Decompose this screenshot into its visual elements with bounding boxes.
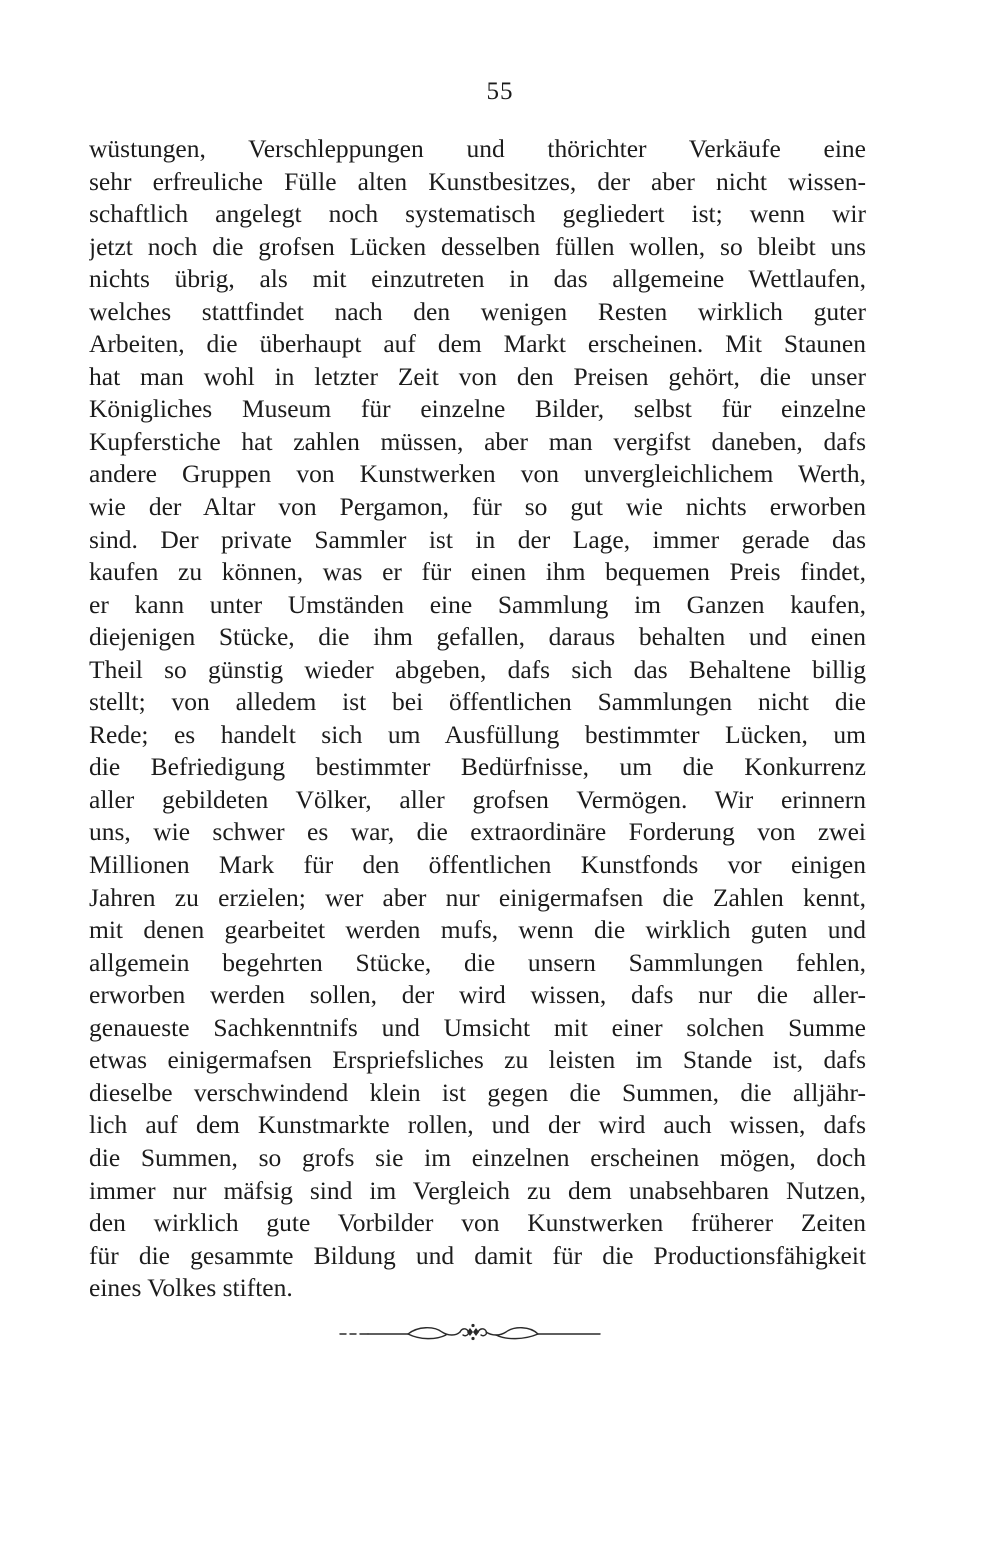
text-line: nichts übrig, als mit einzutreten in das allgemeine Wettlaufen, — [89, 264, 866, 294]
text-line: diejenigen Stücke, die ihm gefallen, daraus behalten und einen — [89, 622, 866, 652]
text-line: kaufen zu können, was er für einen ihm bequemen Preis findet, — [89, 557, 866, 587]
text-line: den wirklich gute Vorbilder von Kunstwerken früherer Zeiten — [89, 1208, 866, 1238]
text-line: sind. Der private Sammler ist in der Lage, immer gerade das — [89, 524, 866, 554]
body-text — [89, 133, 866, 1305]
text-line: die Befriedigung bestimmter Bedürfnisse, um die Konkurrenz — [89, 752, 866, 782]
text-line: uns, wie schwer es war, die extraordinäre Forderung von zwei — [89, 817, 866, 847]
text-line: für die gesammte Bildung und damit für die Productionsfähigkeit — [89, 1240, 866, 1270]
text-line: welches stattfindet nach den wenigen Resten wirklich guter — [89, 296, 866, 326]
text-line: Kupferstiche hat zahlen müssen, aber man vergifst daneben, dafs — [89, 426, 866, 456]
text-line: Jahren zu erzielen; wer aber nur einigermafsen die Zahlen kennt, — [89, 882, 866, 912]
text-line: lich auf dem Kunstmarkte rollen, und der wird auch wissen, dafs — [89, 1110, 866, 1140]
text-line: Millionen Mark für den öffentlichen Kunstfonds vor einigen — [89, 850, 866, 880]
text-line: immer nur mäfsig sind im Vergleich zu dem unabsehbaren Nutzen, — [89, 1175, 866, 1205]
text-line: erworben werden sollen, der wird wissen, dafs nur die aller- — [89, 980, 866, 1010]
text-line: allgemein begehrten Stücke, die unsern Sammlungen fehlen, — [89, 947, 866, 977]
text-line: schaftlich angelegt noch systematisch gegliedert ist; wenn wir — [89, 199, 866, 229]
text-line: eines Volkes stiften. — [89, 1273, 293, 1303]
text-line: jetzt noch die grofsen Lücken desselben füllen wollen, so bleibt uns — [89, 231, 866, 261]
text-line: aller gebildeten Völker, aller grofsen Vermögen. Wir erinnern — [89, 784, 866, 814]
text-line: hat man wohl in letzter Zeit von den Preisen gehört, die unser — [89, 361, 866, 391]
text-line: er kann unter Umständen eine Sammlung im Ganzen kaufen, — [89, 589, 866, 619]
text-line: Theil so günstig wieder abgeben, dafs sich das Behaltene billig — [89, 654, 866, 684]
text-line: wie der Altar von Pergamon, für so gut wie nichts erworben — [89, 492, 866, 522]
text-line: stellt; von alledem ist bei öffentlichen Sammlungen nicht die — [89, 687, 866, 717]
text-line: etwas einigermafsen Erspriefsliches zu leisten im Stande ist, dafs — [89, 1045, 866, 1075]
page-number: 55 — [486, 78, 514, 105]
text-line: die Summen, so grofs sie im einzelnen erscheinen mögen, doch — [89, 1142, 866, 1172]
text-line: sehr erfreuliche Fülle alten Kunstbesitzes, der aber nicht wissen- — [89, 166, 866, 196]
text-line: Rede; es handelt sich um Ausfüllung bestimmter Lücken, um — [89, 719, 866, 749]
text-line: genaueste Sachkenntnifs und Umsicht mit einer solchen Summe — [89, 1012, 866, 1042]
text-line: mit denen gearbeitet werden mufs, wenn die wirklich guten und — [89, 915, 866, 945]
text-line: dieselbe verschwindend klein ist gegen die Summen, die alljähr- — [89, 1077, 866, 1107]
text-line: Königliches Museum für einzelne Bilder, selbst für einzelne — [89, 394, 866, 424]
decorative-flourish-divider-icon — [338, 1320, 603, 1344]
text-line: wüstungen, Verschleppungen und thörichter Verkäufe eine — [89, 134, 866, 163]
text-line: Arbeiten, die überhaupt auf dem Markt erscheinen. Mit Staunen — [89, 329, 866, 359]
text-line: andere Gruppen von Kunstwerken von unvergleichlichem Werth, — [89, 459, 866, 489]
